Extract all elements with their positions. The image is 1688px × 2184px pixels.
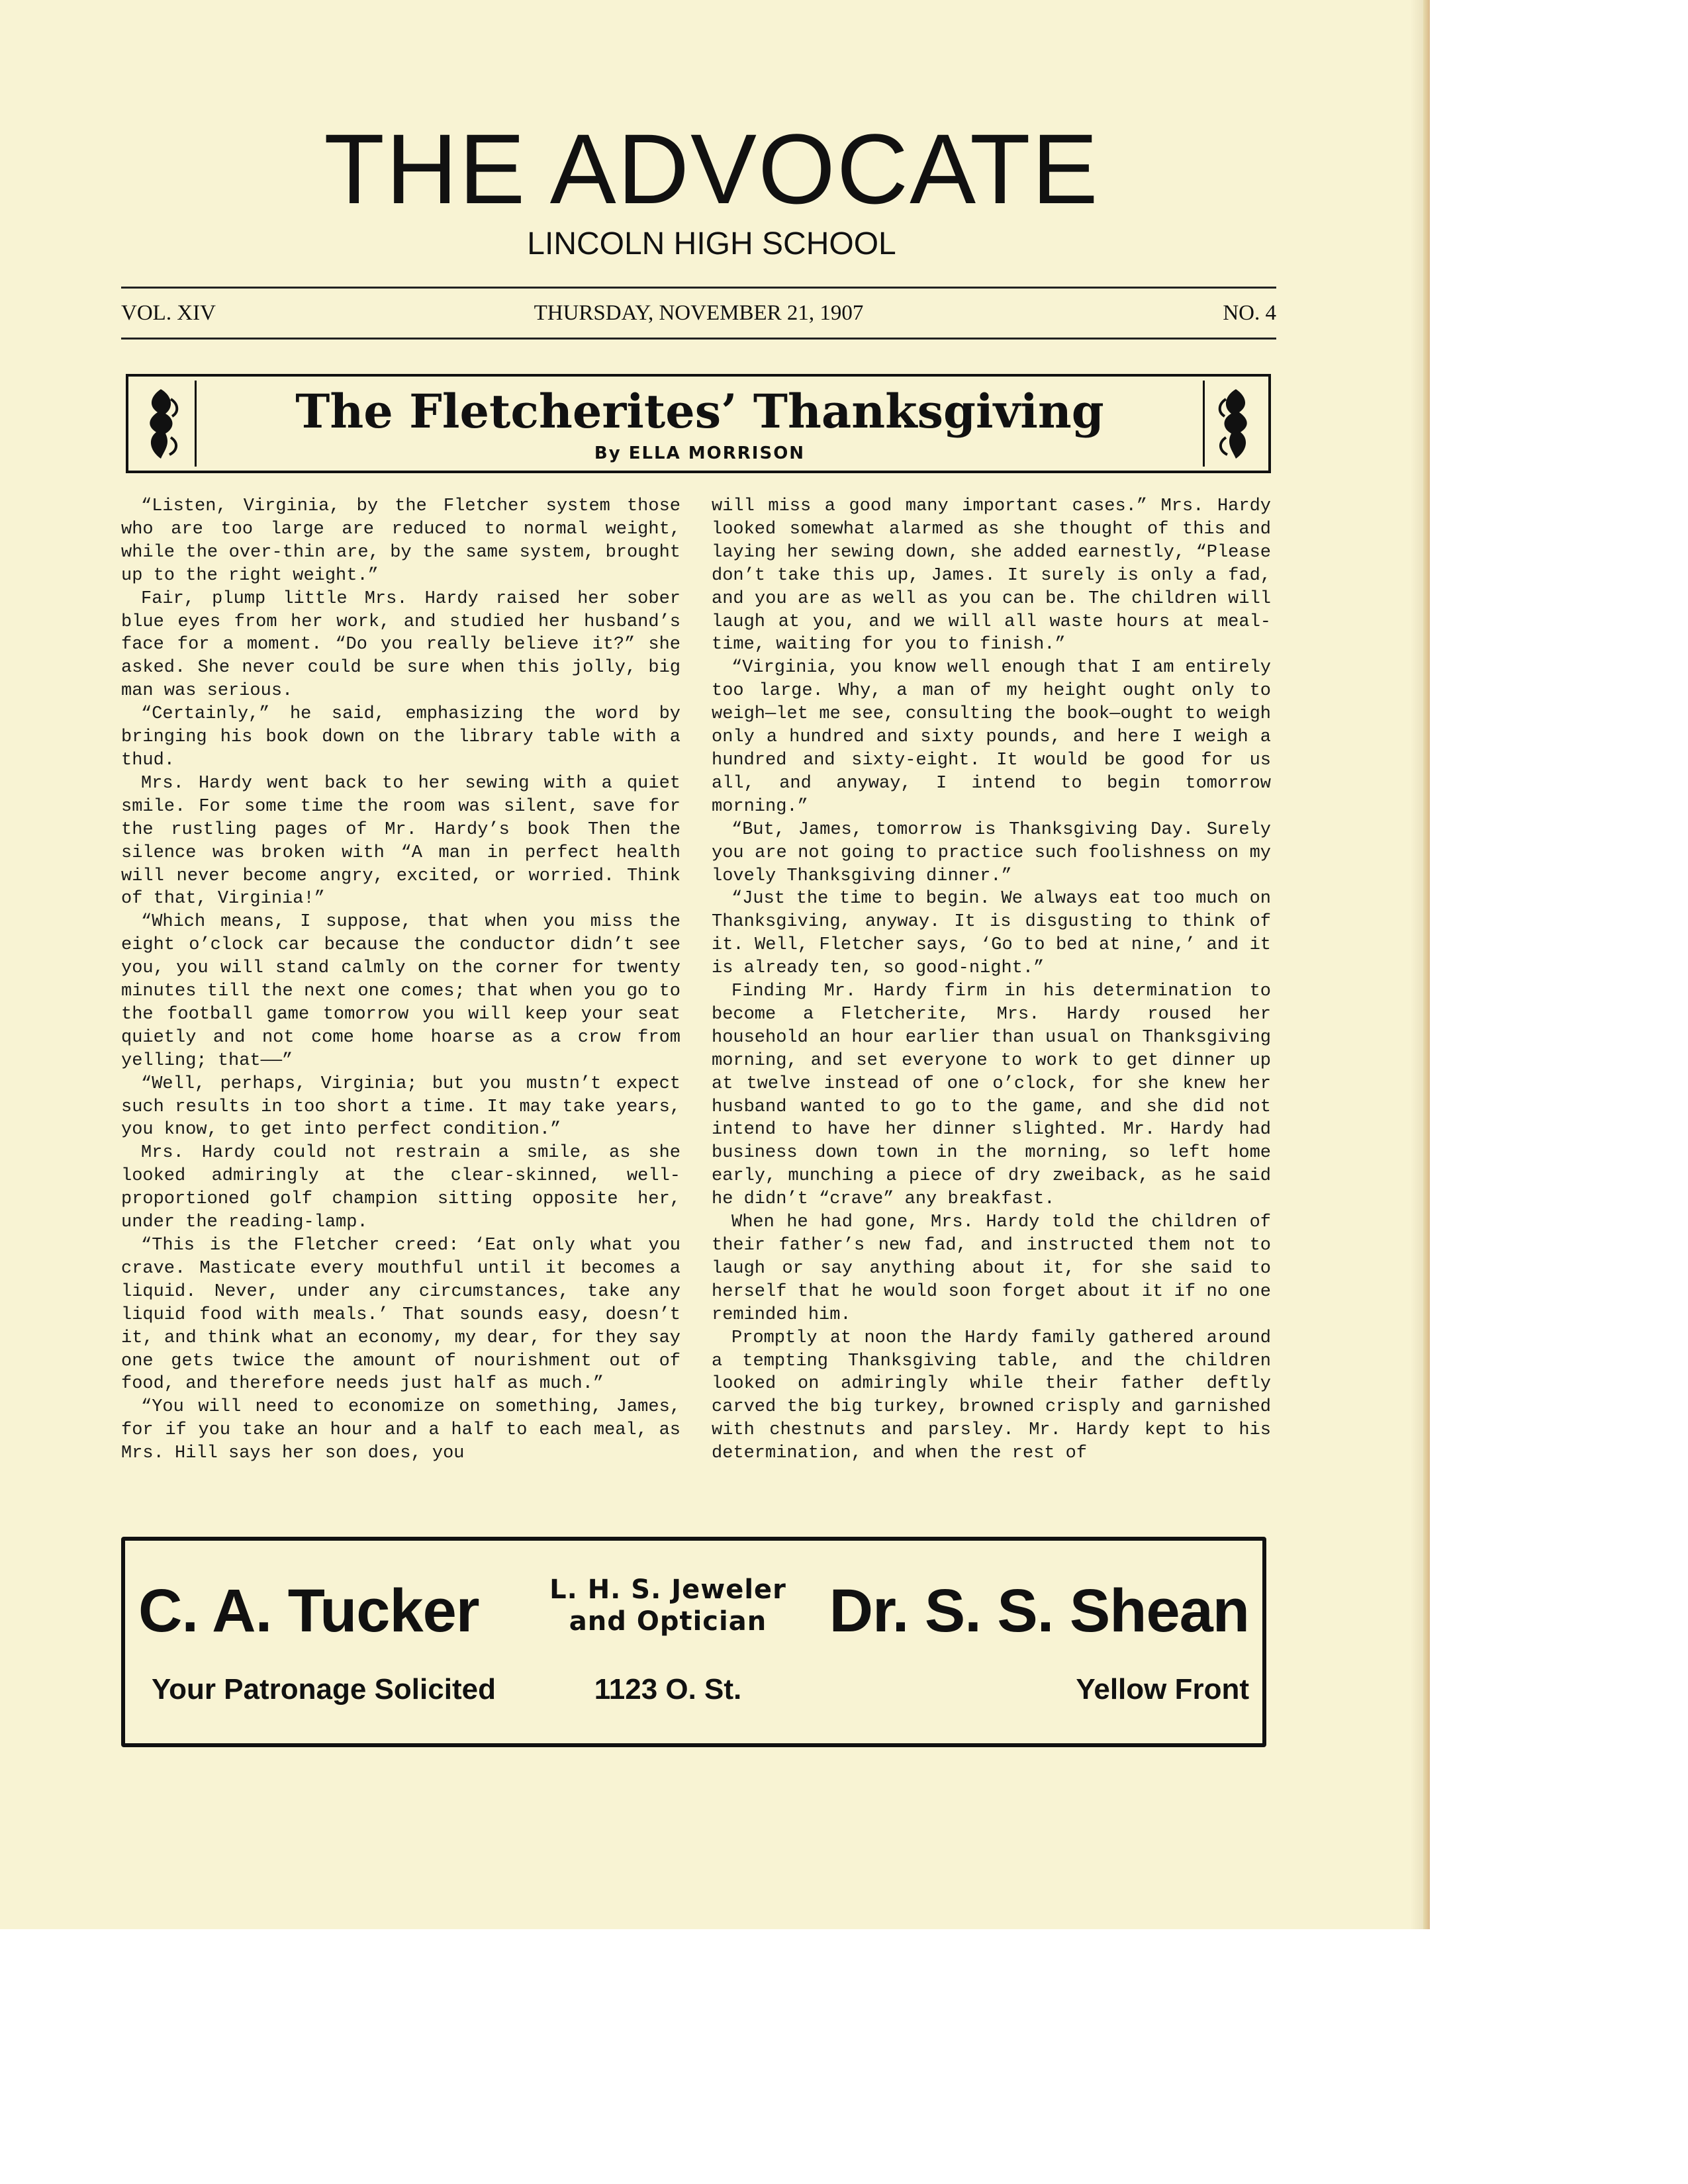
paragraph: Mrs. Hardy could not restrain a smile, as she looked admiringly at the clear-skinned, well-proportioned golf champion sitting opposite her, under the reading-lamp. [121,1143,680,1233]
paragraph: Promptly at noon the Hardy family gathered around a tempting Thanksgiving table, and the children looked on admiringly while their father deftly carved the big turkey, browned crisply and garnished with chestnuts and parsley. Mr. Hardy kept to his determination, and when the rest of [712,1328,1271,1464]
paragraph: “Listen, Virginia, by the Fletcher system those who are too large are reduced to normal weight, while the over-thin are, by the same system, brought up to the right weight.” [121,496,680,586]
scroll-ornament-icon [1213,386,1259,462]
paragraph: Mrs. Hardy went back to her sewing with a quiet smile. For some time the room was silent, save for the rustling pages of Mr. Hardy’s book Then the silence was broken with “A man in perfect health will never become angry, excited, or worried. Think of that, Virginia!” [121,773,680,909]
paragraph: “Virginia, you know well enough that I am entirely too large. Why, a man of my height ought only to weigh—let me see, consulting the book—ought to weigh only a hundred and sixty pounds, and here I weigh a hundred and sixty-eight. It would be good for us all, and anyway, I intend to begin tomorrow morning.” [712,658,1271,817]
ad-center-line1: L. H. S. Jeweler [549,1574,786,1605]
paragraph: Finding Mr. Hardy firm in his determination to become a Fletcherite, Mrs. Hardy roused her household an hour earlier than usual on Thanksgiving morning, and set everyone to work to get dinner up at twelve instead of one o’clock, for she knew her husband wanted to go to the game, and she did not intend to have her dinner slighted. Mr. Hardy had business down town in the morning, so left home early, munching a piece of dry zweiback, as he said he didn’t “crave” any breakfast. [712,981,1271,1210]
paragraph: “Well, perhaps, Virginia; but you mustn’t expect such results in too short a time. It may take years, you know, to get into perfect condition.” [121,1073,680,1140]
paragraph: “This is the Fletcher creed: ‘Eat only what you crave. Masticate every mouthful until it becomes a liquid. Never, under any circumstances, take any liquid food with meals.’ That sounds easy, doesn’t it, and think what an economy, my dear, for they say one gets twice the amount of nourishment out of food, and therefore needs just half as much.” [121,1236,680,1394]
paragraph: “You will need to economize on something, James, for if you take an hour and a half to each meal, as Mrs. Hill says her son does, you [121,1397,680,1464]
article-title-box [126,374,1271,473]
masthead-title: THE ADVOCATE [324,113,1100,224]
masthead-subtitle: LINCOLN HIGH SCHOOL [527,226,896,261]
article-byline: By ELLA MORRISON [594,443,806,463]
article-title: The Fletcherites’ Thanksgiving [295,384,1104,439]
masthead-rule-bottom [121,338,1276,340]
article-column-1 [121,495,680,1465]
paragraph: When he had gone, Mrs. Hardy told the children of their father’s new fad, and instructed them not to laugh or say anything about it, for she said to herself that he would soon forget about it if no one reminded him. [712,1212,1271,1325]
page-edge [1423,0,1430,1929]
ad-right-sub: Yellow Front [1076,1673,1249,1706]
issue-number: NO. 4 [1223,301,1276,325]
volume-label: VOL. XIV [121,301,216,325]
ad-center-line2: and Optician [569,1606,767,1637]
advertisement-box [121,1537,1266,1747]
paragraph: “Certainly,” he said, emphasizing the word by bringing his book down on the library table with a thud. [121,704,680,770]
ad-left-name: C. A. Tucker [138,1577,479,1645]
paragraph: Fair, plump little Mrs. Hardy raised her sober blue eyes from her work, and studied her husband’s face for a moment. “Do you really believe it?” she asked. She never could be sure when this jolly, big man was serious. [121,588,680,702]
ad-center-sub: 1123 O. St. [594,1673,742,1706]
masthead-rule-top [121,287,1276,289]
ad-right-name: Dr. S. S. Shean [829,1577,1249,1645]
issue-date: THURSDAY, NOVEMBER 21, 1907 [534,301,864,325]
paragraph: “Which means, I suppose, that when you miss the eight o’clock car because the conductor didn’t see you, you will stand calmly on the corner for twenty minutes till the next one comes; that when you go to the football game tomorrow you will keep your seat quietly and not come home hoarse as a crow from yelling; that——” [121,912,680,1071]
page-shadow [1410,0,1423,1929]
ad-left-sub: Your Patronage Solicited [152,1673,496,1706]
title-inner-frame [195,381,1205,467]
paragraph: “Just the time to begin. We always eat too much on Thanksgiving, anyway. It is disgusting to think of it. Well, Fletcher says, ‘Go to bed at nine,’ and it is already ten, so good-night.” [712,889,1271,979]
paragraph: “But, James, tomorrow is Thanksgiving Day. Surely you are not going to practice such foolishness on my lovely Thanksgiving dinner.” [712,819,1271,886]
dateline [121,301,1276,328]
article-column-2 [712,495,1271,1465]
scroll-ornament-icon [138,386,184,462]
paragraph: will miss a good many important cases.” Mrs. Hardy looked somewhat alarmed as she thought of this and laying her sewing down, she added earnestly, “Please don’t take this up, James. It surely is only a fad, and you are as well as you can be. The children will laugh at you, and we will all waste hours at meal-time, waiting for you to finish.” [712,496,1271,655]
